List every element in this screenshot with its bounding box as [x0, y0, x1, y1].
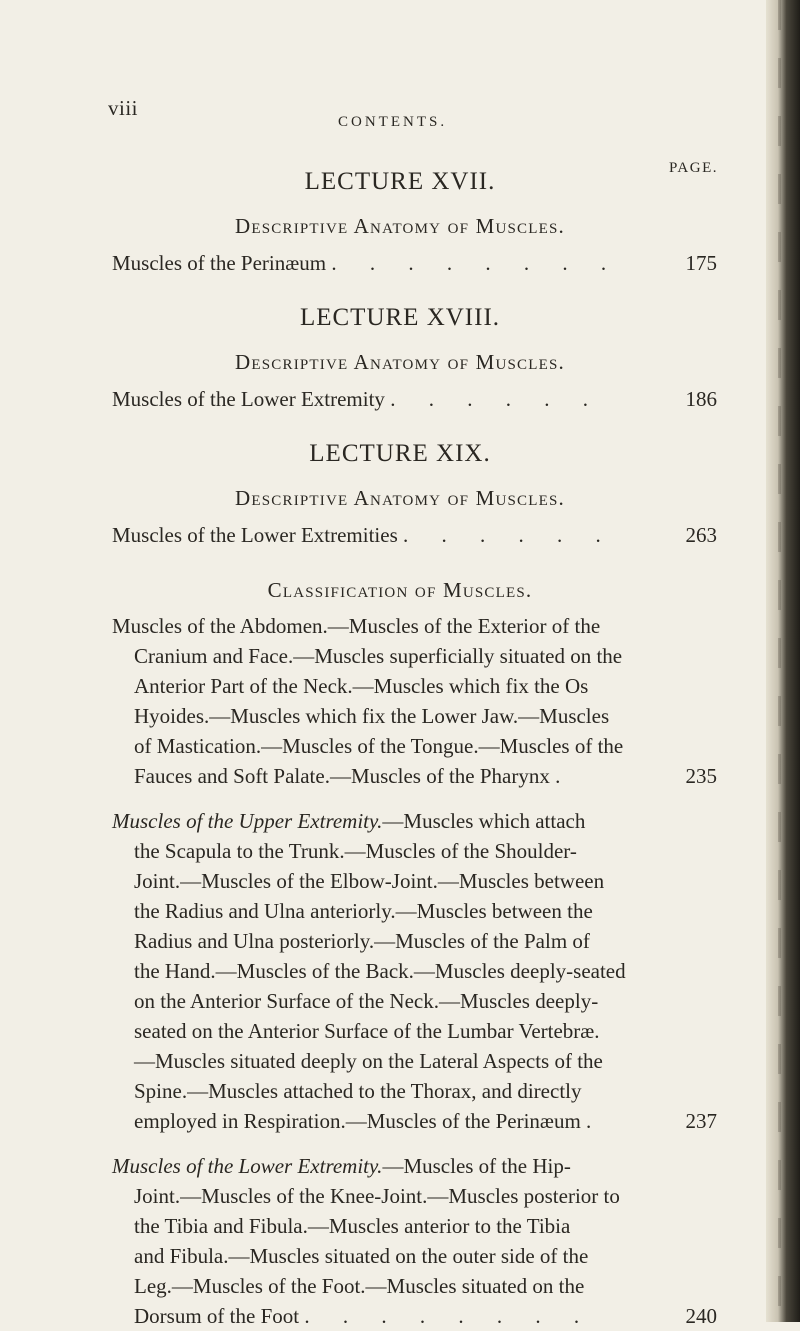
toc-line: seated on the Anterior Surface of the Lumbar Vertebræ. [134, 1019, 600, 1043]
section-title: Descriptive Anatomy of Muscles. [235, 350, 565, 374]
toc-entry [134, 1106, 717, 1136]
toc-line: of Mastication.—Muscles of the Tongue.—Muscles of the [134, 734, 624, 758]
running-head: CONTENTS. [338, 114, 448, 130]
toc-page-number: 235 [685, 764, 717, 788]
leader-dots: . . . . . . . . [304, 1304, 594, 1328]
leader-dots: . . . . . . [403, 523, 615, 547]
toc-entry-text: Muscles of the Perinæum [112, 251, 327, 275]
toc-entry [134, 761, 717, 791]
toc-page-number: 237 [685, 1109, 717, 1133]
toc-entry [112, 384, 717, 414]
lecture-title: LECTURE XVIII. [299, 304, 501, 331]
toc-line-text: —Muscles of the Hip- [382, 1154, 571, 1178]
lecture-title: LECTURE XIX. [309, 440, 491, 467]
subsection-heading: Muscles of the Lower Extremity. [112, 1154, 383, 1178]
toc-entry [112, 248, 717, 278]
toc-line: the Radius and Ulna anteriorly.—Muscles between the [134, 899, 593, 923]
toc-line: Cranium and Face.—Muscles superficially situated on the [134, 644, 623, 668]
toc-entry-text: employed in Respiration.—Muscles of the Perinæum . [134, 1109, 592, 1133]
lecture-title: LECTURE XVII. [304, 168, 496, 195]
toc-line: Hyoides.—Muscles which fix the Lower Jaw.—Muscles [134, 704, 610, 728]
toc-entry [134, 1301, 717, 1331]
page-column-label: PAGE. [668, 160, 718, 176]
toc-line: Anterior Part of the Neck.—Muscles which fix the Os [134, 674, 589, 698]
toc-page-number: 186 [685, 387, 717, 411]
toc-line: on the Anterior Surface of the Neck.—Muscles deeply- [134, 989, 599, 1013]
section-title: Classification of Muscles. [267, 578, 533, 602]
toc-line: the Tibia and Fibula.—Muscles anterior to the Tibia [134, 1214, 571, 1238]
toc-line: Spine.—Muscles attached to the Thorax, and directly [134, 1079, 582, 1103]
subsection-heading: Muscles of the Upper Extremity. [112, 809, 383, 833]
toc-page-number: 175 [685, 251, 717, 275]
toc-line: Radius and Ulna posteriorly.—Muscles of the Palm of [134, 929, 590, 953]
toc-entry-text: Fauces and Soft Palate.—Muscles of the Pharynx . [134, 764, 561, 788]
leader-dots: . . . . . . . . [331, 251, 621, 275]
toc-line: the Scapula to the Trunk.—Muscles of the Shoulder- [134, 839, 577, 863]
folio-number: viii [108, 96, 139, 120]
toc-page-number: 240 [685, 1304, 717, 1328]
toc-line [112, 806, 717, 836]
page-edge-shadow [766, 0, 800, 1322]
toc-line: Joint.—Muscles of the Knee-Joint.—Muscles posterior to [134, 1184, 620, 1208]
toc-line: —Muscles situated deeply on the Lateral Aspects of the [134, 1049, 603, 1073]
toc-entry [112, 520, 717, 550]
toc-line [112, 1151, 717, 1181]
toc-entry-text: Muscles of the Lower Extremities [112, 523, 398, 547]
toc-line: and Fibula.—Muscles situated on the outer side of the [134, 1244, 589, 1268]
toc-line-text: —Muscles which attach [382, 809, 586, 833]
toc-line: Leg.—Muscles of the Foot.—Muscles situated on the [134, 1274, 585, 1298]
toc-page-number: 263 [685, 523, 717, 547]
toc-line: the Hand.—Muscles of the Back.—Muscles deeply-seated [134, 959, 626, 983]
section-title: Descriptive Anatomy of Muscles. [235, 486, 565, 510]
toc-line: Muscles of the Abdomen.—Muscles of the Exterior of the [112, 614, 601, 638]
toc-entry-text: Muscles of the Lower Extremity [112, 387, 385, 411]
toc-entry-text: Dorsum of the Foot [134, 1304, 300, 1328]
section-title: Descriptive Anatomy of Muscles. [235, 214, 565, 238]
toc-line: Joint.—Muscles of the Elbow-Joint.—Muscles between [134, 869, 605, 893]
leader-dots: . . . . . . [390, 387, 602, 411]
